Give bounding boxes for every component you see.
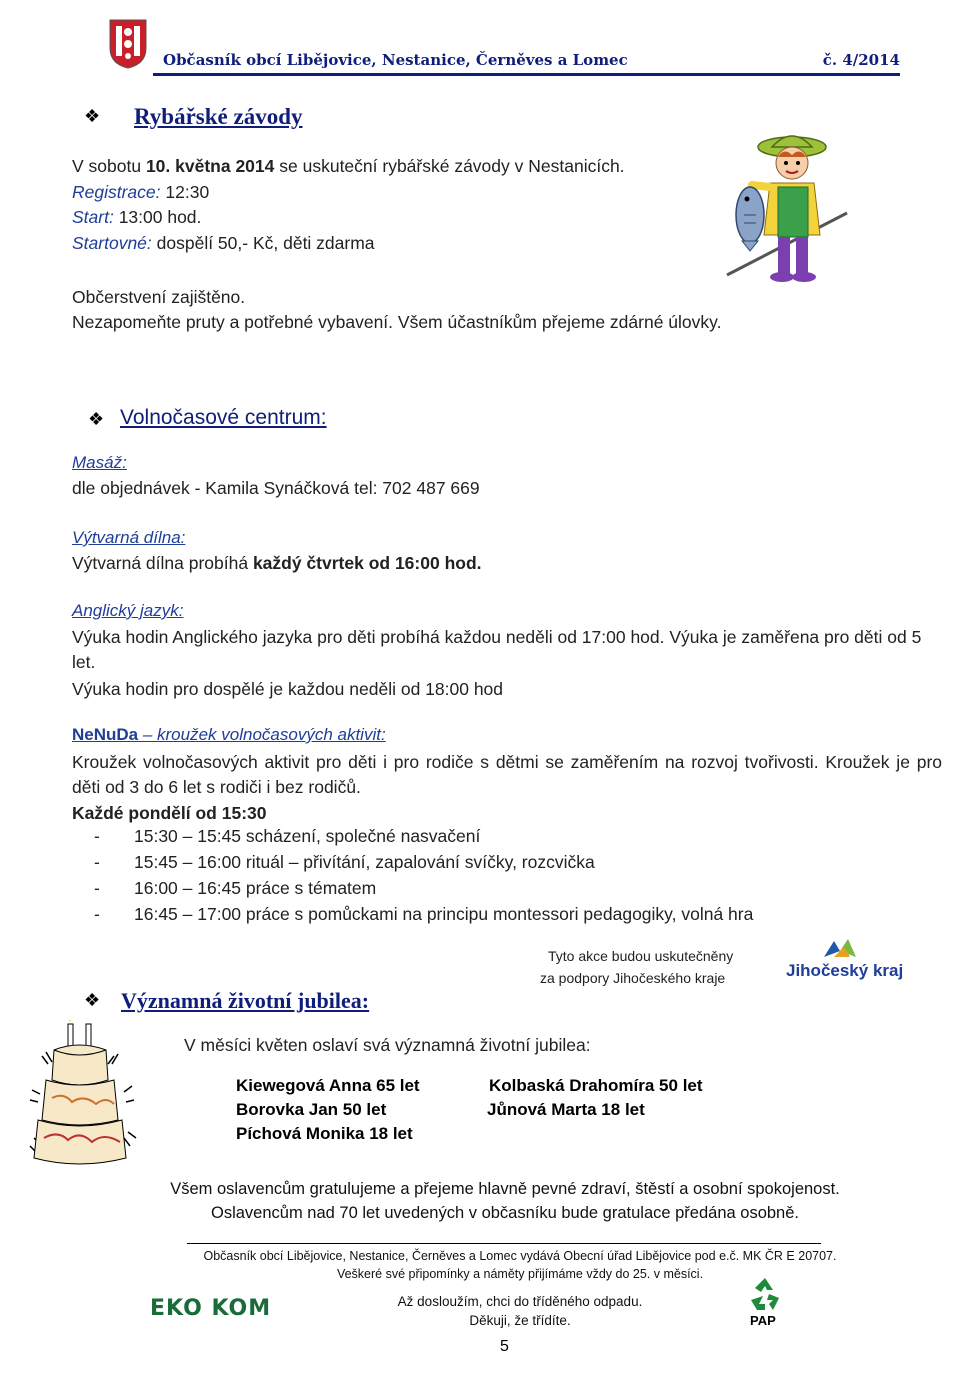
english-label: Anglický jazyk: bbox=[72, 601, 184, 620]
jubilee-list-left bbox=[236, 1074, 420, 1146]
header bbox=[0, 0, 960, 80]
english-text-adults: Výuka hodin pro dospělé je každou neděli od 18:00 hod bbox=[72, 679, 504, 699]
jihocesky-kraj-icon bbox=[820, 937, 860, 961]
fishing-reminder: Nezapomeňte pruty a potřebné vybavení. Všem účastníkům přejeme zdárné úlovky. bbox=[72, 312, 722, 332]
jubilee-congrats-2: Oslavencům nad 70 let uvedených v občasníku bude gratulace předána osobně. bbox=[211, 1204, 799, 1222]
leisure-heading: Volnočasové centrum: bbox=[120, 406, 327, 429]
english-text-children: Výuka hodin Anglického jazyka pro děti probíhá každou neděli od 17:00 hod. Výuka je zaměřena pro děti od 5 let. bbox=[72, 627, 922, 672]
footer-publisher: Občasník obcí Libějovice, Nestanice, Černěves a Lomec vydává Obecní úřad Libějovice pod e.č. MK ČR E 20707. bbox=[203, 1249, 837, 1263]
issue-number: č. 4/2014 bbox=[822, 51, 900, 69]
header-divider bbox=[153, 73, 900, 76]
jubilee-intro: V měsíci květen oslaví svá významná životní jubilea: bbox=[184, 1035, 591, 1055]
fishing-registration: Registrace: 12:30 bbox=[72, 182, 210, 202]
nenuda-label: NeNuDa – kroužek volnočasových aktivit: bbox=[72, 725, 386, 744]
support-note: Tyto akce budou uskutečněny za podpory Jihočeského kraje bbox=[540, 948, 734, 986]
list-item: - 15:45 – 16:00 rituál – přivítání, zapalování svíčky, rozcvička bbox=[94, 852, 595, 872]
coat-of-arms-icon bbox=[108, 18, 148, 70]
massage-text: dle objednávek - Kamila Synáčková tel: 702 487 669 bbox=[72, 478, 480, 498]
fishing-start: Start: 13:00 hod. bbox=[72, 207, 202, 227]
list-item: Borovka Jan 50 let bbox=[236, 1100, 387, 1119]
diamond-bullet-icon: ❖ bbox=[84, 990, 101, 1010]
fisherman-illustration bbox=[722, 125, 852, 290]
footer-divider bbox=[187, 1243, 821, 1244]
massage-label: Masáž: bbox=[72, 453, 127, 472]
footer-slogan-1: Až dosloužím, chci do tříděného odpadu. bbox=[397, 1294, 643, 1309]
recycling-icon bbox=[745, 1276, 785, 1312]
art-workshop-label: Výtvarná dílna: bbox=[72, 528, 186, 547]
fishing-heading: Rybářské závody bbox=[134, 104, 303, 129]
fishing-fee: Startovné: dospělí 50,- Kč, děti zdarma bbox=[72, 233, 375, 253]
page-number: 5 bbox=[500, 1338, 509, 1355]
fishing-refreshments: Občerstvení zajištěno. bbox=[72, 287, 246, 307]
pap-label: PAP bbox=[750, 1313, 776, 1328]
diamond-bullet-icon: ❖ bbox=[84, 106, 101, 126]
art-workshop-text: Výtvarná dílna probíhá každý čtvrtek od 16:00 hod. bbox=[72, 553, 482, 573]
footer-contact: Veškeré své připomínky a náměty přijímáme vždy do 25. v měsíci. bbox=[336, 1267, 704, 1281]
list-item: Píchová Monika 18 let bbox=[236, 1124, 413, 1143]
nenuda-description: Kroužek volnočasových aktivit pro děti i pro rodiče s dětmi se zaměřením na rozvoj tvořivosti. Kroužek je pro děti od 3 do 6 let s rodiči i bez rodičů. bbox=[72, 752, 942, 797]
list-item: Kolbaská Drahomíra 50 let bbox=[489, 1076, 703, 1095]
birthday-cake-illustration bbox=[24, 1020, 139, 1170]
list-item: Jůnová Marta 18 let bbox=[487, 1100, 645, 1119]
jihocesky-kraj-logo: Jihočeský kraj bbox=[786, 937, 898, 987]
list-item: Kiewegová Anna 65 let bbox=[236, 1076, 420, 1095]
list-item: - 16:00 – 16:45 práce s tématem bbox=[94, 878, 377, 898]
publication-title: Občasník obcí Libějovice, Nestanice, Černěves a Lomec bbox=[163, 51, 628, 69]
nenuda-schedule-title: Každé pondělí od 15:30 bbox=[72, 803, 267, 823]
diamond-bullet-icon: ❖ bbox=[88, 409, 105, 429]
ekokom-logo: EKO KOM bbox=[150, 1296, 272, 1321]
schedule-list bbox=[94, 826, 753, 930]
jubilee-congrats-1: Všem oslavencům gratulujeme a přejeme hlavně pevné zdraví, štěstí a osobní spokojenost. bbox=[170, 1180, 840, 1198]
list-item: - 16:45 – 17:00 práce s pomůckami na principu montessori pedagogiky, volná hra bbox=[94, 904, 754, 924]
fishing-intro: V sobotu 10. května 2014 se uskuteční rybářské závody v Nestanicích. bbox=[72, 156, 625, 176]
jubilee-heading: Významná životní jubilea: bbox=[121, 988, 370, 1013]
list-item: - 15:30 – 15:45 scházení, společné nasvačení bbox=[94, 826, 481, 846]
footer-slogan-2: Děkuji, že třídíte. bbox=[469, 1313, 571, 1328]
jubilee-list-right bbox=[487, 1074, 703, 1122]
